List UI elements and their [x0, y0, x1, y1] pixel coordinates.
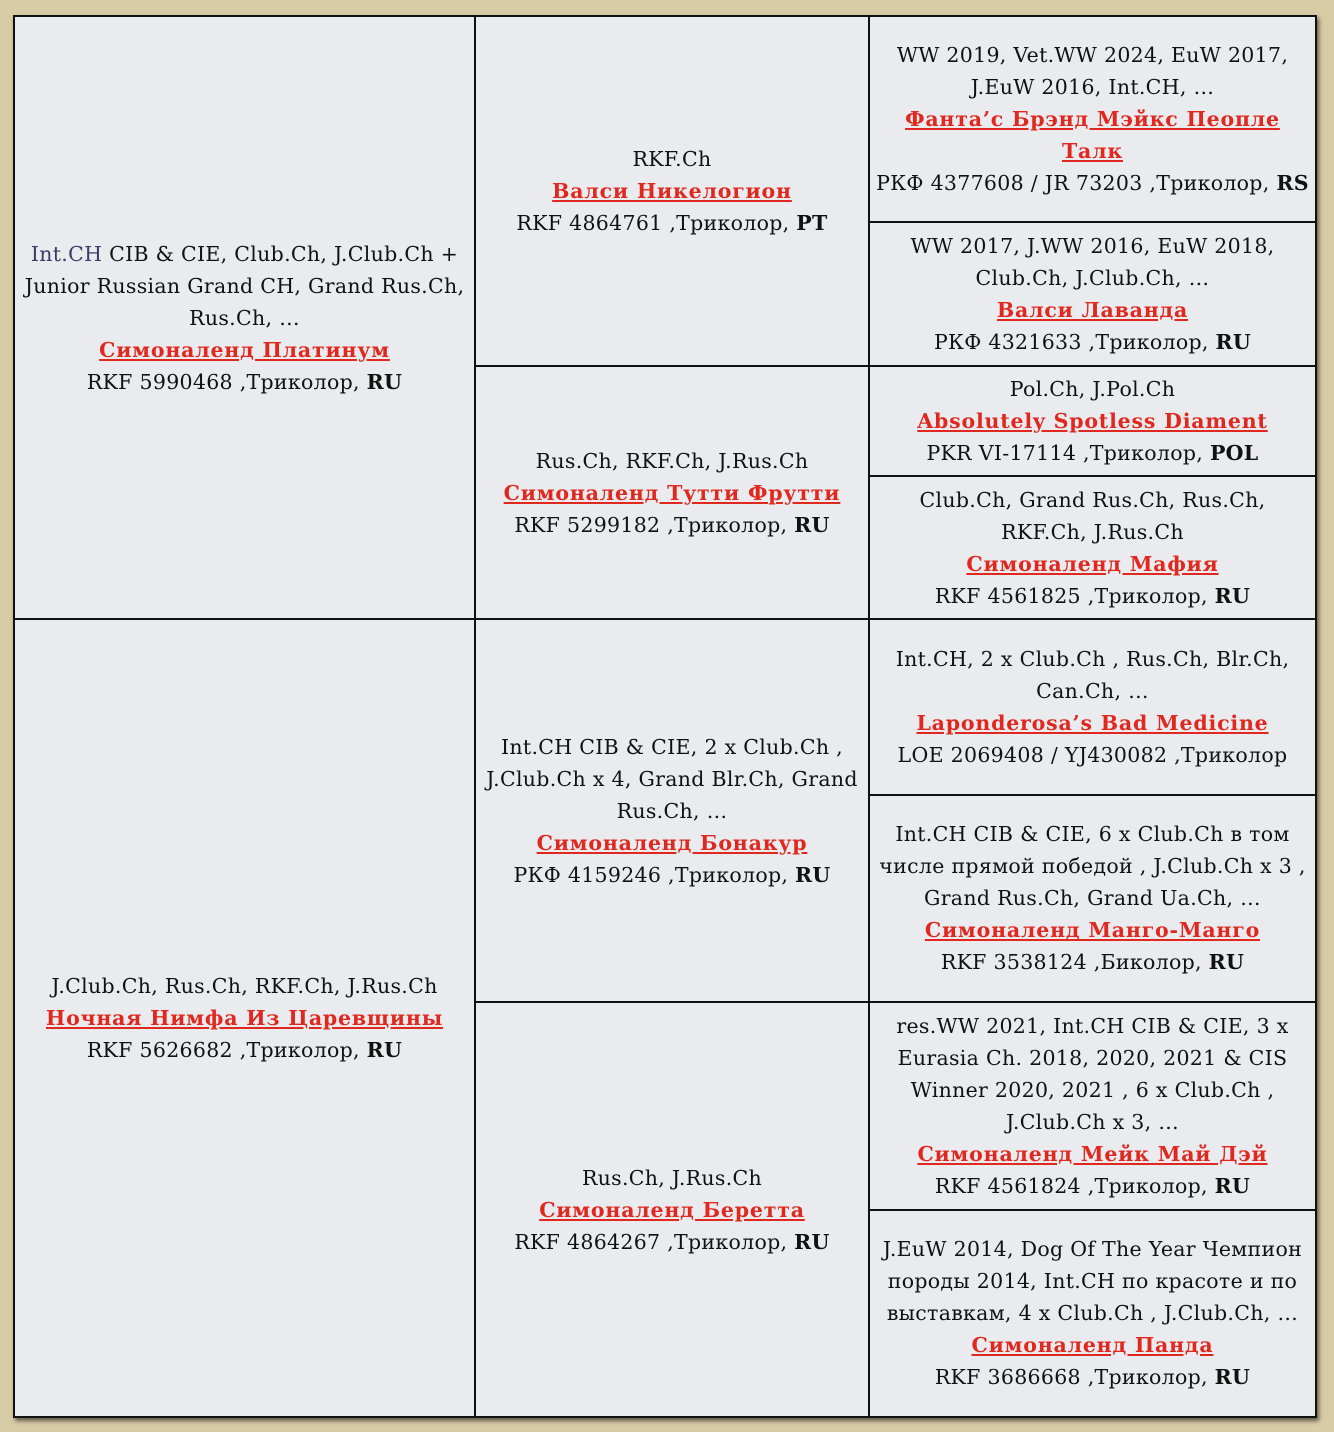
ddd-cell	[869, 1210, 1316, 1417]
sds-titles: Pol.Ch, J.Pol.Ch	[1009, 376, 1176, 401]
sire-dam-registration: RKF 5299182 ,Триколор, RU	[514, 512, 830, 537]
sire-sire-name-link[interactable]: Валси Никелогион	[552, 178, 792, 203]
sds-name-link[interactable]: Absolutely Spotless Diament	[917, 408, 1268, 433]
dam-dam-registration: RKF 4864267 ,Триколор, RU	[514, 1229, 830, 1254]
dam-name-link[interactable]: Ночная Нимфа Из Царевщины	[45, 1006, 444, 1031]
ssd-name-link[interactable]: Валси Лаванда	[996, 298, 1189, 323]
dsd-cell	[869, 795, 1316, 1002]
sire-dam-cell	[475, 366, 869, 620]
sire-sire-registration: RKF 4864761 ,Триколор, PT	[516, 210, 828, 235]
sire-registration: RKF 5990468 ,Триколор, RU	[86, 369, 403, 394]
dss-titles: Int.CH, 2 x Club.Ch , Rus.Ch, Blr.Ch, Can.Ch, …	[895, 646, 1290, 703]
sdd-name-link[interactable]: Симоналенд Мафия	[966, 551, 1219, 576]
sds-cell	[869, 366, 1316, 476]
dam-dam-name-link[interactable]: Симоналенд Беретта	[539, 1197, 805, 1222]
dsd-titles: Int.CH CIB & CIE, 6 x Club.Ch в том числе прямой победой , J.Club.Ch x 3 , Grand Rus.Ch, Grand Ua.Ch, …	[879, 822, 1306, 911]
sss-cell	[869, 16, 1316, 222]
sire-name-link[interactable]: Симоналенд Платинум	[99, 337, 390, 362]
dam-titles: J.Club.Ch, Rus.Ch, RKF.Ch, J.Rus.Ch	[51, 974, 438, 999]
sire-sire-cell	[475, 16, 869, 366]
sire-dam-titles: Rus.Ch, RKF.Ch, J.Rus.Ch	[535, 448, 809, 473]
dam-cell	[14, 619, 475, 1417]
dam-sire-registration: РКФ 4159246 ,Триколор, RU	[513, 862, 831, 887]
dds-titles: res.WW 2021, Int.CH CIB & CIE, 3 x Eurasia Ch. 2018, 2020, 2021 & CIS Winner 2020, 2021 , 6 x Club.Ch , J.Club.Ch x 3, …	[896, 1013, 1289, 1134]
dam-dam-cell	[475, 1002, 869, 1417]
dss-name-link[interactable]: Laponderosa’s Bad Medicine	[916, 710, 1269, 735]
dds-cell	[869, 1002, 1316, 1209]
ssd-cell	[869, 222, 1316, 365]
dss-registration: LOE 2069408 / YJ430082 ,Триколор	[897, 742, 1288, 767]
sire-cell	[14, 16, 475, 619]
sire-sire-titles: RKF.Ch	[632, 146, 712, 171]
sss-name-link[interactable]: Фанта’с Брэнд Мэйкс Пеопле Талк	[905, 107, 1280, 164]
dsd-registration: RKF 3538124 ,Биколор, RU	[940, 950, 1245, 975]
sdd-cell	[869, 476, 1316, 619]
dss-cell	[869, 619, 1316, 794]
dsd-name-link[interactable]: Симоналенд Манго-Манго	[924, 918, 1261, 943]
ddd-registration: RKF 3686668 ,Триколор, RU	[934, 1365, 1251, 1390]
dam-sire-name-link[interactable]: Симоналенд Бонакур	[536, 830, 808, 855]
sire-titles: Int.CH CIB & CIE, Club.Ch, J.Club.Ch + Junior Russian Grand CH, Grand Rus.Ch, Rus.Ch, …	[24, 241, 465, 330]
dds-name-link[interactable]: Симоналенд Мейк Май Дэй	[917, 1141, 1268, 1166]
pedigree-table	[13, 15, 1317, 1418]
sdd-registration: RKF 4561825 ,Триколор, RU	[934, 583, 1251, 608]
dam-dam-titles: Rus.Ch, J.Rus.Ch	[581, 1165, 763, 1190]
ssd-registration: РКФ 4321633 ,Триколор, RU	[933, 330, 1252, 355]
sdd-titles: Club.Ch, Grand Rus.Ch, Rus.Ch, RKF.Ch, J.Rus.Ch	[919, 487, 1266, 544]
dds-registration: RKF 4561824 ,Триколор, RU	[934, 1173, 1251, 1198]
ssd-titles: WW 2017, J.WW 2016, EuW 2018, Club.Ch, J.Club.Ch, …	[910, 234, 1275, 291]
sire-titles-prefix: Int.CH	[30, 241, 103, 266]
sire-dam-name-link[interactable]: Симоналенд Тутти Фрутти	[503, 480, 841, 505]
dam-registration: RKF 5626682 ,Триколор, RU	[86, 1038, 403, 1063]
sss-registration: РКФ 4377608 / JR 73203 ,Триколор, RS	[876, 171, 1309, 196]
dam-sire-titles: Int.CH CIB & CIE, 2 x Club.Ch , J.Club.Ch x 4, Grand Blr.Ch, Grand Rus.Ch, …	[486, 734, 858, 823]
ddd-titles: J.EuW 2014, Dog Of The Year Чемпион породы 2014, Int.CH по красоте и по выставкам, 4 x Club.Ch , J.Club.Ch, …	[882, 1237, 1303, 1326]
dam-sire-cell	[475, 619, 869, 1002]
sds-registration: PKR VI-17114 ,Триколор, POL	[926, 440, 1259, 465]
sss-titles: WW 2019, Vet.WW 2024, EuW 2017, J.EuW 2016, Int.CH, …	[896, 43, 1289, 100]
ddd-name-link[interactable]: Симоналенд Панда	[971, 1333, 1214, 1358]
